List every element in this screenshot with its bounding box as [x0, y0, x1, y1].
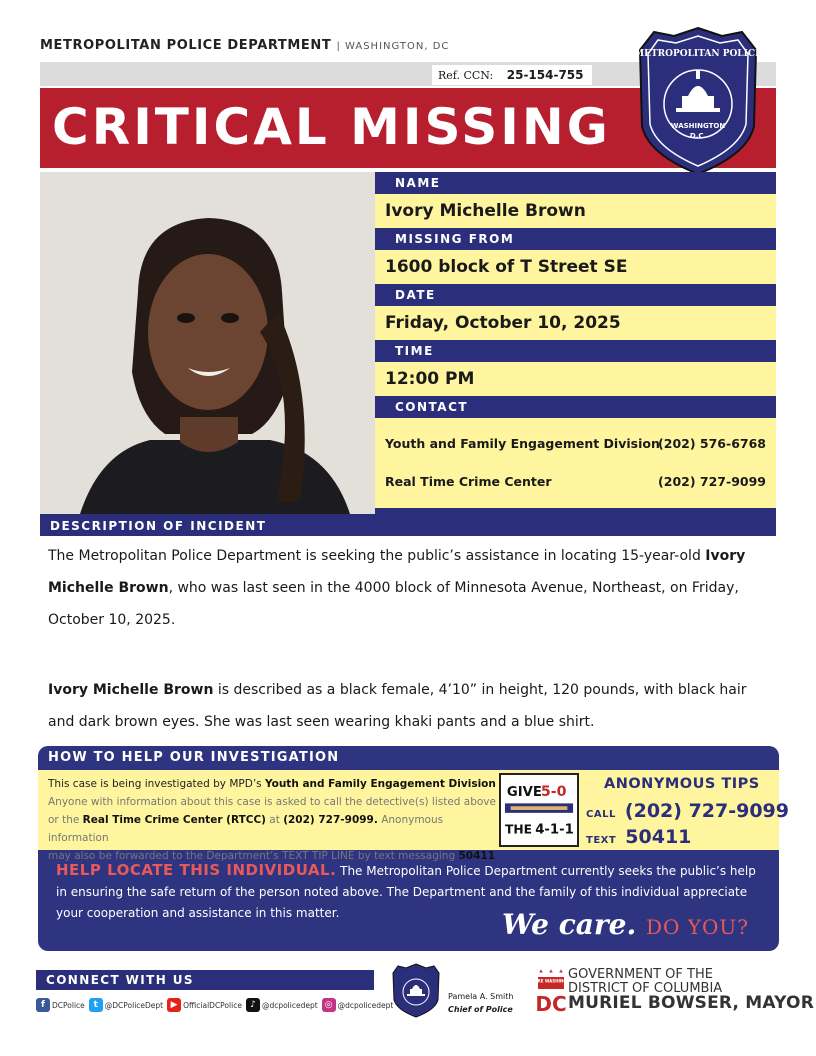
- twitter-icon: t: [89, 998, 103, 1012]
- contact-list: [375, 418, 776, 508]
- anonymous-tips-title: ANONYMOUS TIPS: [604, 776, 760, 792]
- dc-government-logo: [526, 966, 576, 1016]
- help-text-number: 50411: [458, 850, 495, 862]
- time-label: TIME: [375, 340, 776, 362]
- we-care-text: We care.: [502, 908, 637, 941]
- help-division: Youth and Family Engagement Division: [264, 778, 496, 790]
- description-text: is described as a black female, 4’10” in height, 120 pounds, with black hair and dark brown eyes. She was last seen wearing khaki pants and a blue shirt.: [48, 682, 747, 730]
- help-instructions: [48, 775, 498, 865]
- reference-number: 25-154-755: [506, 68, 584, 82]
- contact-label: CONTACT: [375, 396, 776, 418]
- department-city: | WASHINGTON, DC: [336, 41, 450, 52]
- description-paragraph-2: [48, 674, 760, 738]
- reference-box: [432, 65, 592, 85]
- time-value: 12:00 PM: [375, 362, 776, 396]
- text-row: [586, 826, 691, 848]
- help-locate-body: The Metropolitan Police Department currently seeks the public’s help in ensuring the safe return of the person noted above. The Department and the family of this individual appreciate your cooperation and assistance in this matter.: [56, 864, 756, 920]
- help-text: at: [265, 814, 284, 826]
- chief-title: Chief of Police: [448, 1005, 513, 1014]
- instagram-icon: ◎: [322, 998, 336, 1012]
- contact-row: [385, 474, 766, 489]
- social-handle: @dcpolicedept: [261, 1000, 318, 1010]
- social-link[interactable]: [167, 998, 242, 1012]
- social-handle: DCPolice: [52, 1000, 85, 1010]
- give-number: 5-0: [540, 783, 567, 800]
- missing-person-photo: [40, 172, 375, 514]
- tiktok-icon: ♪: [246, 998, 260, 1012]
- name-label: NAME: [375, 172, 776, 194]
- badge-dc-text: D.C.: [689, 132, 707, 140]
- help-text: or the: [48, 814, 83, 826]
- description-paragraph-1: [48, 540, 760, 636]
- person-name: Ivory Michelle Brown: [375, 194, 776, 228]
- badge-top-text: METROPOLITAN POLICE: [634, 49, 762, 59]
- reference-label: Ref. CCN:: [438, 69, 494, 82]
- gov-line-1: GOVERNMENT OF THE: [568, 967, 713, 982]
- description-text: The Metropolitan Police Department is seeking the public’s assistance in locating 15-year-old: [48, 548, 706, 564]
- chief-name: Pamela A. Smith: [448, 992, 514, 1001]
- social-link[interactable]: [322, 998, 394, 1012]
- do-you-text: DO YOU?: [645, 915, 749, 939]
- date-value: Friday, October 10, 2025: [375, 306, 776, 340]
- call-label: CALL: [586, 809, 616, 820]
- give-text: GIVE: [506, 784, 542, 800]
- contact-name: Real Time Crime Center: [385, 474, 552, 489]
- social-link[interactable]: [36, 998, 85, 1012]
- help-text: Anyone with information about this case is asked to call the detective(s) listed above: [48, 796, 496, 808]
- contact-name: Youth and Family Engagement Division: [385, 436, 660, 451]
- help-locate-title: HELP LOCATE THIS INDIVIDUAL.: [56, 861, 337, 879]
- give-50-logo: [499, 773, 579, 847]
- the-number: 4-1-1: [535, 822, 574, 838]
- social-handle: OfficialDCPolice: [183, 1000, 242, 1010]
- call-row: [586, 800, 789, 822]
- police-badge-small-logo: [392, 962, 440, 1018]
- social-handle: @DCPoliceDept: [104, 1000, 164, 1010]
- gov-line-2: DISTRICT OF COLUMBIA: [568, 981, 723, 996]
- page-title: CRITICAL MISSING: [52, 98, 611, 156]
- description-text: , who was last seen in the 4000 block of Minnesota Avenue, Northeast, on Friday, October 10, 2025.: [48, 580, 739, 628]
- help-text: Anonymous information: [48, 814, 444, 844]
- text-label: TEXT: [586, 835, 617, 846]
- description-label: DESCRIPTION OF INCIDENT: [40, 514, 776, 536]
- missing-from-value: 1600 block of T Street SE: [375, 250, 776, 284]
- social-link[interactable]: [246, 998, 318, 1012]
- help-rtcc: Real Time Crime Center (RTCC): [82, 814, 266, 826]
- dc-government-text: [568, 967, 814, 1013]
- call-number[interactable]: (202) 727-9099: [624, 800, 789, 822]
- contact-phone[interactable]: (202) 727-9099: [658, 474, 766, 489]
- person-name-bold: Ivory Michelle Brown: [48, 548, 746, 596]
- department-header: [40, 38, 449, 53]
- police-badge-logo: [636, 26, 760, 176]
- help-text: This case is being investigated by MPD’s: [48, 778, 265, 790]
- gov-line-3: MURIEL BOWSER, MAYOR: [568, 993, 814, 1013]
- missing-from-label: MISSING FROM: [375, 228, 776, 250]
- social-links: [36, 998, 394, 1012]
- help-text: may also be forwarded to the Department’s TEXT TIP LINE by text messaging: [48, 850, 459, 862]
- chief-signature: [448, 990, 513, 1016]
- contact-phone[interactable]: (202) 576-6768: [658, 436, 766, 451]
- svg-text:DC: DC: [535, 992, 567, 1016]
- badge-city-text: WASHINGTON: [670, 122, 726, 130]
- facebook-icon: f: [36, 998, 50, 1012]
- we-care-slogan: [502, 908, 749, 941]
- help-rtcc-phone[interactable]: (202) 727-9099.: [283, 814, 378, 826]
- contact-row: [385, 436, 766, 451]
- social-link[interactable]: [89, 998, 163, 1012]
- social-handle: @dcpolicedept: [337, 1000, 394, 1010]
- connect-label: CONNECT WITH US: [36, 970, 374, 990]
- date-label: DATE: [375, 284, 776, 306]
- text-number[interactable]: 50411: [625, 826, 692, 848]
- person-name-bold: Ivory Michelle Brown: [48, 682, 214, 698]
- youtube-icon: ▶: [167, 998, 181, 1012]
- help-title: HOW TO HELP OUR INVESTIGATION: [48, 750, 340, 765]
- gov-tag: WE ARE WASHINGTON: [526, 978, 576, 984]
- department-name: METROPOLITAN POLICE DEPARTMENT: [40, 38, 332, 53]
- the-text: THE: [504, 822, 532, 837]
